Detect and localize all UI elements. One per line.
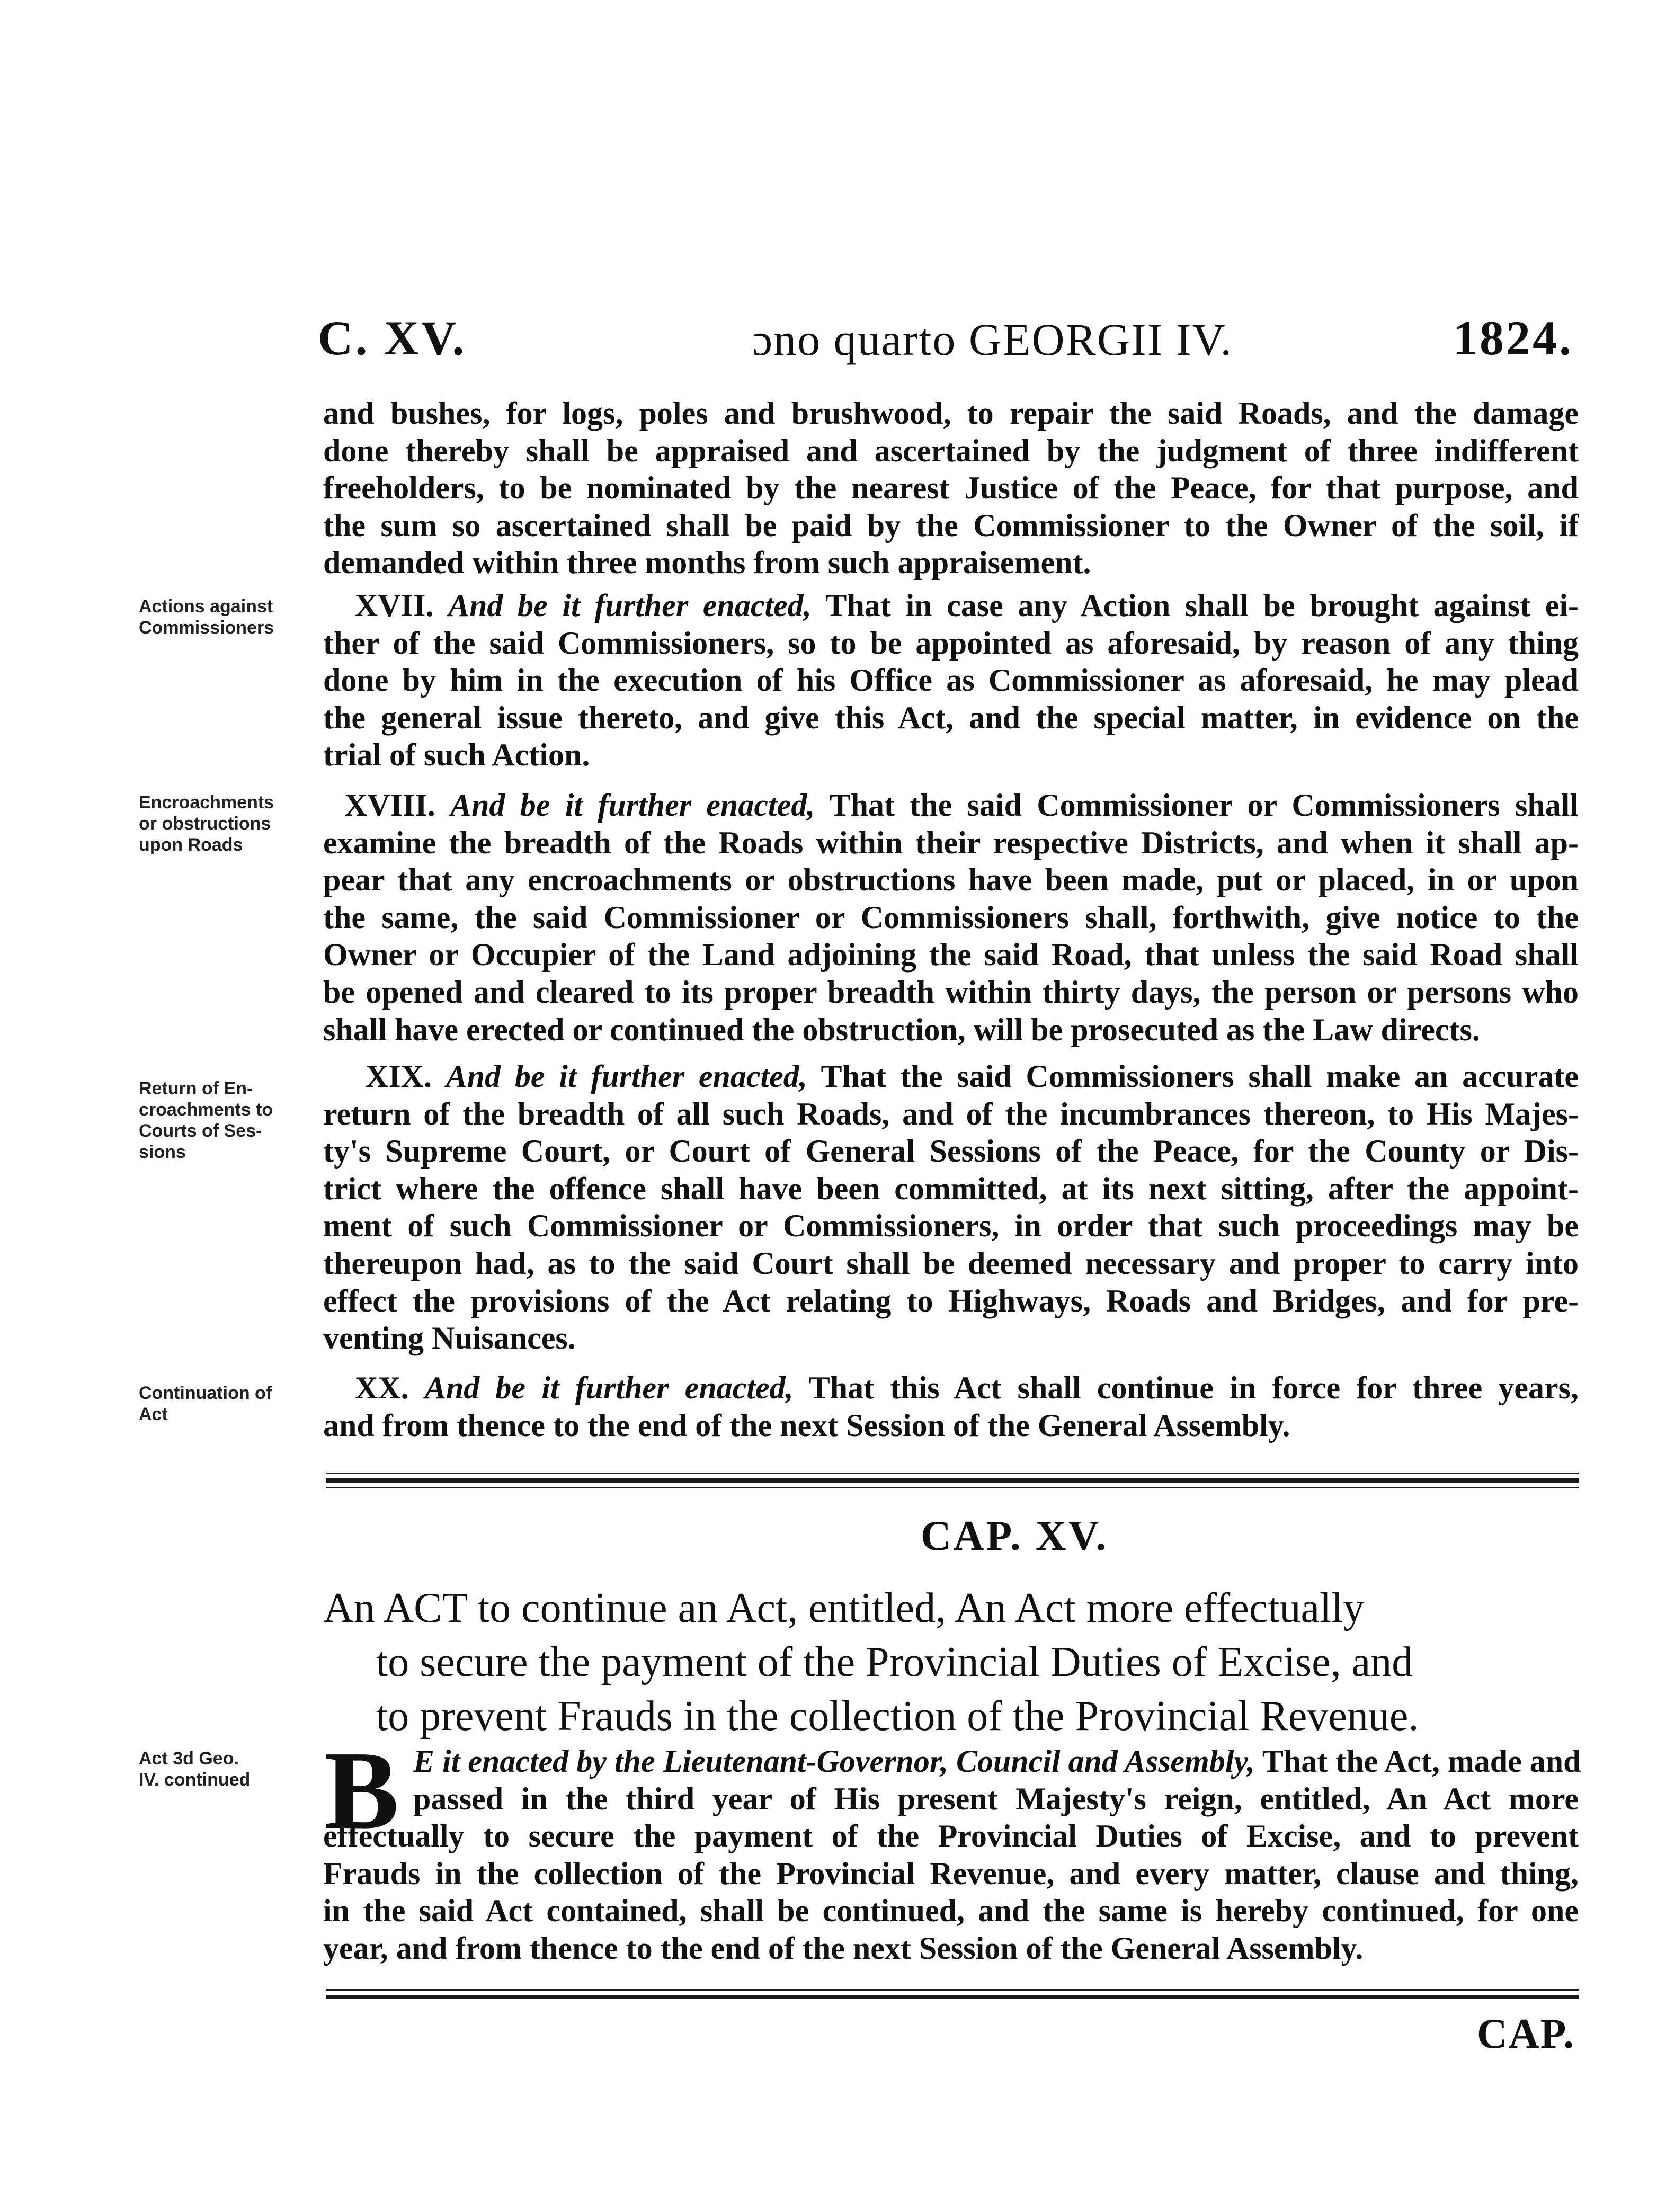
text-line: Owner or Occupier of the Land adjoining the said Road, that unless the said Road shall	[323, 937, 1579, 973]
margin-note-actions-against-commissioners: Actions against Commissioners	[139, 596, 274, 638]
text-line: year, and from thence to the end of the next Session of the General Assembly.	[323, 1930, 1364, 1966]
text-line: return of the breadth of all such Roads, and of the incumbrances thereon, to His Majes-	[323, 1096, 1579, 1131]
bottom-divider-rule	[326, 1989, 1579, 1999]
reign-title: ɔno quarto GEORGII IV.	[752, 314, 1233, 365]
enacting-clause: And be it further enacted,	[448, 588, 812, 623]
section-divider-rule	[326, 1473, 1579, 1488]
opening-paragraph	[323, 395, 1579, 582]
text-line: ment of such Commissioner or Commissioners, in order that such proceedings may be	[323, 1208, 1579, 1244]
section-number: XIX.	[366, 1059, 432, 1094]
text-line: the sum so ascertained shall be paid by the Commissioner to the Owner of the soil, if	[323, 507, 1579, 543]
margin-note-encroachments: Encroachments or obstructions upon Roads	[139, 792, 274, 855]
text-line: XX. And be it further enacted, That this Act shall continue in force for three years,	[323, 1369, 1579, 1407]
enacting-clause: And be it further enacted,	[450, 788, 815, 823]
margin-note-return-of-encroachments: Return of En- croachments to Courts of Ses- sions	[139, 1078, 273, 1162]
text-line: done thereby shall be appraised and ascertained by the judgment of three indifferent	[323, 433, 1579, 468]
text-line: effectually to secure the payment of the Provincial Duties of Excise, and to prevent	[323, 1818, 1579, 1854]
text-line: the same, the said Commissioner or Commissioners shall, forthwith, give notice to the	[323, 899, 1579, 935]
text-line: and bushes, for logs, poles and brushwood, to repair the said Roads, and the damage	[323, 396, 1579, 431]
text-line: be opened and cleared to its proper breadth within thirty days, the person or persons who	[323, 974, 1579, 1010]
text-line: trict where the offence shall have been committed, at its next sitting, after the appoint-	[323, 1171, 1579, 1206]
text-line: demanded within three months from such appraisement.	[323, 545, 1091, 581]
text-line: venting Nuisances.	[323, 1321, 576, 1356]
text-line: shall have erected or continued the obstruction, will be prosecuted as the Law directs.	[323, 1012, 1480, 1047]
section-xvii	[323, 587, 1579, 774]
text-line: the general issue thereto, and give this Act, and the special matter, in evidence on the	[323, 700, 1579, 735]
text-line: in the said Act contained, shall be continued, and the same is hereby continued, for one	[323, 1893, 1579, 1929]
section-xviii	[323, 787, 1579, 1048]
margin-note-act-3d-geo-iv: Act 3d Geo. IV. continued	[139, 1749, 251, 1790]
section-xix	[323, 1058, 1579, 1357]
catchword: CAP.	[1476, 2011, 1575, 2057]
text-line: XVII. And be it further enacted, That in case any Action shall be brought against ei-	[323, 587, 1579, 625]
text-line: done by him in the execution of his Office as Commissioner as aforesaid, he may plead	[323, 663, 1579, 698]
section-number: XVIII.	[344, 788, 435, 823]
text-line: freeholders, to be nominated by the nearest Justice of the Peace, for that purpose, and	[323, 470, 1579, 506]
text-line: pear that any encroachments or obstructions have been made, put or placed, in or upon	[323, 862, 1579, 898]
text-line: ther of the said Commissioners, so to be appointed as aforesaid, by reason of any thing	[323, 625, 1579, 661]
text-line: and from thence to the end of the next Session of the General Assembly.	[323, 1407, 1290, 1443]
text-line: passed in the third year of His present Majesty's reign, entitled, An Act more	[413, 1781, 1579, 1816]
act-title-line: to prevent Frauds in the collection of the Provincial Revenue.	[376, 1693, 1419, 1740]
text-line: XIX. And be it further enacted, That the said Commissioners shall make an accurate	[323, 1058, 1579, 1095]
drop-cap-letter: B	[324, 1728, 399, 1852]
section-number: XX.	[355, 1370, 409, 1405]
text-line: thereupon had, as to the said Court shall be deemed necessary and proper to carry into	[323, 1245, 1579, 1281]
act-title-line: An ACT to continue an Act, entitled, An Act more effectually	[323, 1585, 1365, 1631]
section-xx	[323, 1369, 1579, 1444]
year: 1824.	[1453, 311, 1573, 365]
text-line: effect the provisions of the Act relating to Highways, Roads and Bridges, and for pre-	[323, 1283, 1579, 1318]
section-number: XVII.	[355, 588, 434, 623]
text-line: E it enacted by the Lieutenant-Governor, Council and Assembly, That the Act, made and	[413, 1744, 1581, 1779]
cap-heading: CAP. XV.	[920, 1513, 1109, 1559]
chapter-number: C. XV.	[318, 311, 467, 365]
cap-xv-enactment	[323, 1728, 1581, 1967]
text-line: XVIII. And be it further enacted, That the said Commissioner or Commissioners shall	[323, 787, 1579, 824]
text-line: examine the breadth of the Roads within their respective Districts, and when it shall ap-	[323, 825, 1579, 860]
running-head	[318, 310, 1573, 379]
text-line: trial of such Action.	[323, 737, 590, 773]
act-title	[323, 1581, 1579, 1743]
text-line: ty's Supreme Court, or Court of General Sessions of the Peace, for the County or Dis-	[323, 1134, 1579, 1169]
enacting-clause: And be it further enacted,	[446, 1059, 807, 1094]
enacting-clause: And be it further enacted,	[424, 1370, 794, 1405]
act-title-line: to secure the payment of the Provincial Duties of Excise, and	[376, 1639, 1413, 1685]
text-line: Frauds in the collection of the Provincial Revenue, and every matter, clause and thing,	[323, 1856, 1579, 1891]
margin-note-continuation-of-act: Continuation of Act	[139, 1383, 272, 1424]
enacting-clause: E it enacted by the Lieutenant-Governor, Council and Assembly,	[413, 1744, 1255, 1779]
